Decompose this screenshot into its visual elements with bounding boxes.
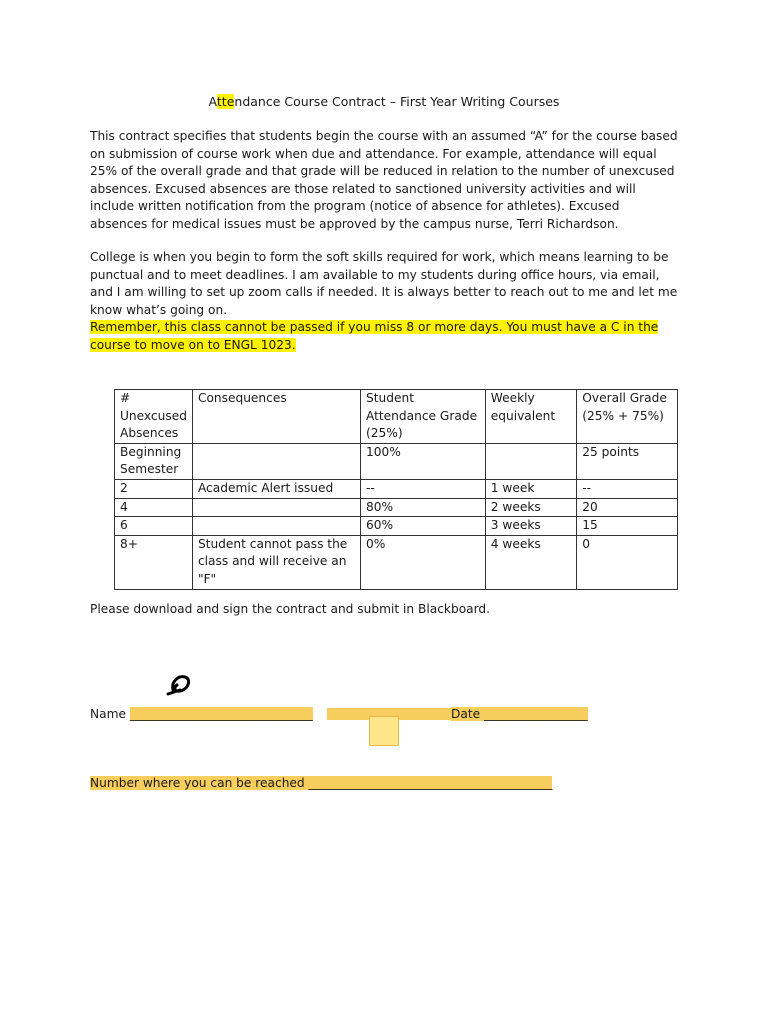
title-post: ndance Course Contract – First Year Writing Courses [234, 94, 560, 109]
table-header-cell: Consequences [192, 390, 360, 444]
table-header-cell: # Unexcused Absences [115, 390, 193, 444]
document-title [0, 94, 768, 109]
phone-field[interactable] [90, 776, 552, 790]
table-cell: 60% [361, 517, 486, 536]
remember-highlight: Remember, this class cannot be passed if you miss 8 or more days. You must have a C in the course to move on to ENGL 1023. [90, 320, 659, 352]
table-cell [485, 443, 577, 479]
table-cell: 20 [577, 498, 678, 517]
intro-paragraph: This contract specifies that students begin the course with an assumed “A” for the course based on submission of course work when due and attendance. For example, attendance will equal 25% of the overall grade and that grade will be reduced in relation to the number of unexcused absences. Excused absences are those related to sanctioned university activities and will include written notification from the program (notice of absence for athletes). Excused absences for medical issues must be approved by the campus nurse, Terri Richardson. [90, 129, 678, 231]
table-cell: 1 week [485, 479, 577, 498]
table-cell: 4 [115, 498, 193, 517]
name-field[interactable] [90, 707, 313, 721]
table-cell: 4 weeks [485, 535, 577, 589]
table-cell [192, 498, 360, 517]
table-cell: 0 [577, 535, 678, 589]
table-row [115, 517, 678, 536]
table-header-cell: Student Attendance Grade (25%) [361, 390, 486, 444]
table-cell: 2 [115, 479, 193, 498]
remember-paragraph [90, 319, 680, 354]
absence-table [114, 389, 678, 590]
table-cell: 3 weeks [485, 517, 577, 536]
date-field[interactable] [451, 707, 588, 721]
table-cell: Student cannot pass the class and will receive an "F" [192, 535, 360, 589]
table-cell: 15 [577, 517, 678, 536]
table-cell [192, 443, 360, 479]
name-label: Name [90, 707, 130, 721]
table-row [115, 443, 678, 479]
table-cell: Academic Alert issued [192, 479, 360, 498]
table-row [115, 535, 678, 589]
table-cell: Beginning Semester [115, 443, 193, 479]
table-row [115, 498, 678, 517]
table-header-row [115, 390, 678, 444]
table-cell: 8+ [115, 535, 193, 589]
date-blank[interactable]: _________________ [484, 707, 588, 721]
table-cell: -- [361, 479, 486, 498]
date-label: Date [451, 707, 485, 721]
table-cell: 6 [115, 517, 193, 536]
table-cell: 2 weeks [485, 498, 577, 517]
college-paragraph: College is when you begin to form the soft skills required for work, which means learning to be punctual and to meet deadlines. I am available to my students during office hours, via email, and I am willing to set up zoom calls if needed. It is always better to reach out to me and let me know what’s going on. [90, 250, 678, 317]
phone-blank[interactable]: ________________________________________ [308, 776, 553, 790]
table-row [115, 479, 678, 498]
table-cell: 25 points [577, 443, 678, 479]
table-cell: -- [577, 479, 678, 498]
signature-icon[interactable] [164, 670, 194, 700]
name-blank[interactable]: ______________________________ [129, 707, 313, 721]
phone-label: Number where you can be reached [90, 776, 309, 790]
title-pre: A [208, 94, 217, 109]
table-header-cell: Overall Grade (25% + 75%) [577, 390, 678, 444]
table-cell: 80% [361, 498, 486, 517]
submission-instruction: Please download and sign the contract and submit in Blackboard. [90, 602, 491, 616]
title-highlight: tte [216, 94, 235, 109]
table-header-cell: Weekly equivalent [485, 390, 577, 444]
sticky-note-icon[interactable] [369, 716, 399, 746]
table-cell [192, 517, 360, 536]
table-cell: 100% [361, 443, 486, 479]
table-cell: 0% [361, 535, 486, 589]
